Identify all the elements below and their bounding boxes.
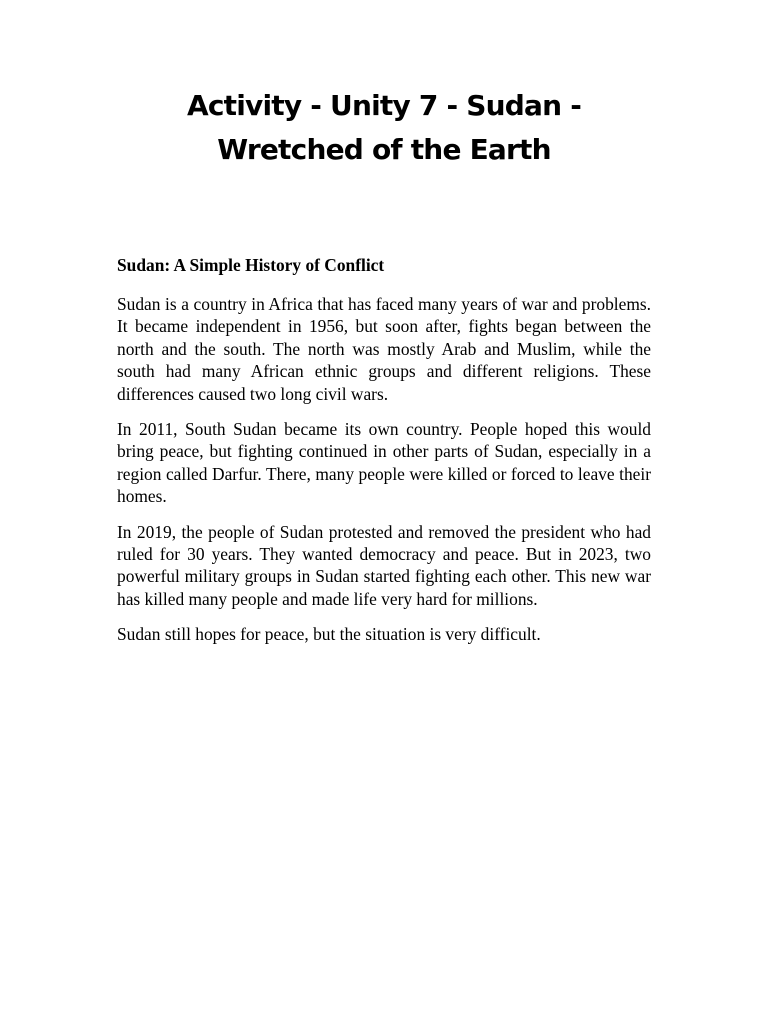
document-body — [117, 253, 651, 659]
title-line-1: Activity - Unity 7 - Sudan - — [186, 89, 582, 122]
section-heading: Sudan: A Simple History of Conflict — [117, 255, 385, 275]
paragraph-4: Sudan still hopes for peace, but the situation is very difficult. — [117, 624, 541, 645]
paragraph-3: In 2019, the people of Sudan protested and removed the president who had ruled for 30 years. They wanted democracy and peace. But in 2023, two powerful military groups in Sudan started fighting each other. This new war has killed many people and made life very hard for millions. — [117, 521, 651, 609]
paragraph-1: Sudan is a country in Africa that has faced many years of war and problems. It became independent in 1956, but soon after, fights began between the north and the south. The north was mostly Arab and Muslim, while the south had many African ethnic groups and different religions. These differences caused two long civil wars. — [117, 294, 651, 404]
title-line-2: Wretched of the Earth — [217, 133, 551, 166]
paragraph-2: In 2011, South Sudan became its own country. People hoped this would bring peace, but fighting continued in other parts of Sudan, especially in a region called Darfur. There, many people were killed or forced to leave their homes. — [117, 419, 651, 507]
document-title — [118, 84, 650, 172]
